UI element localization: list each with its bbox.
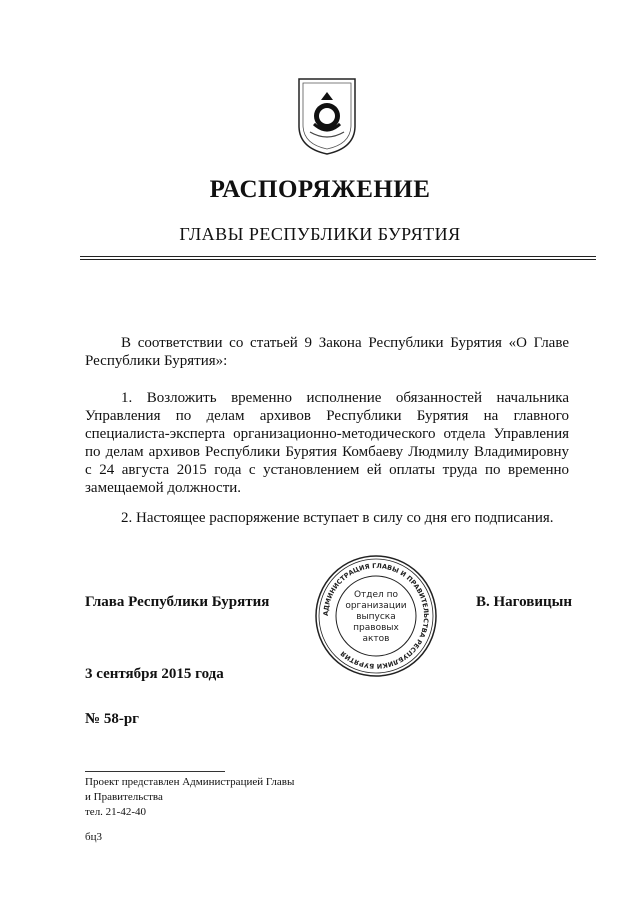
header-divider bbox=[80, 256, 596, 260]
stamp-line-4: правовых bbox=[353, 623, 399, 633]
footer-line-1: Проект представлен Администрацией Главы bbox=[85, 776, 295, 788]
document-date: 3 сентября 2015 года bbox=[85, 666, 224, 682]
footer-phone: тел. 21-42-40 bbox=[85, 806, 147, 818]
stamp-line-3: выпуска bbox=[356, 612, 396, 622]
signatory-position: Глава Республики Бурятия bbox=[85, 594, 270, 610]
footer-line-2: и Правительства bbox=[85, 791, 163, 803]
footer-code: бц3 bbox=[85, 831, 102, 843]
signatory-name: В. Наговицын bbox=[476, 594, 572, 610]
item-1-paragraph: 1. Возложить временно исполнение обязанностей начальника Управления по делам архивов Республики Бурятия на главного специалиста-эксперта организационно-методического отдела Управления по делам архивов Республики Бурятия Комбаеву Людмилу Владимировну с 24 августа 2015 года с установлением ей оплаты труда по временно замещаемой должности. bbox=[85, 390, 569, 496]
official-stamp bbox=[312, 552, 440, 680]
coat-of-arms-icon bbox=[296, 76, 358, 156]
document-subtitle: ГЛАВЫ РЕСПУБЛИКИ БУРЯТИЯ bbox=[179, 224, 461, 244]
document-title: РАСПОРЯЖЕНИЕ bbox=[209, 176, 431, 203]
stamp-ring-text: АДМИНИСТРАЦИЯ ГЛАВЫ И ПРАВИТЕЛЬСТВА РЕСПУБЛИКИ БУРЯТИЯ bbox=[321, 561, 431, 671]
document-number: № 58-рг bbox=[85, 711, 139, 727]
stamp-line-2: организации bbox=[345, 601, 407, 611]
stamp-line-5: актов bbox=[362, 634, 390, 644]
item-2-paragraph: 2. Настоящее распоряжение вступает в силу со дня его подписания. bbox=[121, 510, 554, 526]
footer-divider bbox=[85, 771, 225, 772]
stamp-line-1: Отдел по bbox=[353, 590, 399, 600]
intro-paragraph: В соответствии со статьей 9 Закона Республики Бурятия «О Главе Республики Бурятия»: bbox=[85, 335, 569, 369]
